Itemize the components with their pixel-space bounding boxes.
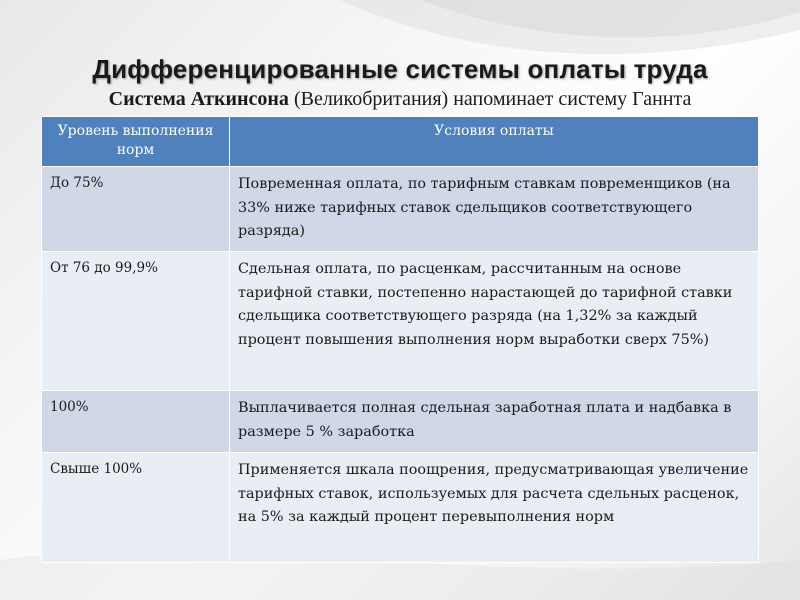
row-condition: Сдельная оплата, по расценкам, рассчитанным на основе тарифной ставки, постепенно нарастающей до тарифной ставки сдельщика соответствующего разряда (на 1,32% за каждый процент повышения выполнения норм выработки сверх 75%) xyxy=(230,252,759,391)
table-row xyxy=(42,453,759,563)
row-level: 100% xyxy=(42,391,230,453)
row-level: Свыше 100% xyxy=(42,453,230,563)
subtitle-description: (Великобритания) напоминает систему Ганнта xyxy=(288,88,692,110)
table-row xyxy=(42,391,759,453)
slide-subtitle xyxy=(0,88,800,111)
header-level: Уровень выполнения норм xyxy=(42,117,230,167)
table-row xyxy=(42,252,759,391)
table-row xyxy=(42,167,759,252)
row-condition: Повременная оплата, по тарифным ставкам повременщиков (на 33% ниже тарифных ставок сдельщиков соответствующего разряда) xyxy=(230,167,759,252)
header-conditions: Условия оплаты xyxy=(230,117,759,167)
row-level: От 76 до 99,9% xyxy=(42,252,230,391)
payment-conditions-table xyxy=(41,116,759,563)
subtitle-system-name: Система Аткинсона xyxy=(108,88,289,110)
row-level: До 75% xyxy=(42,167,230,252)
table-header-row xyxy=(42,117,759,167)
slide-title: Дифференцированные системы оплаты труда xyxy=(92,54,708,84)
row-condition: Выплачивается полная сдельная заработная плата и надбавка в размере 5 % заработка xyxy=(230,391,759,453)
row-condition: Применяется шкала поощрения, предусматривающая увеличение тарифных ставок, используемых для расчета сдельных расценок, на 5% за каждый процент перевыполнения норм xyxy=(230,453,759,563)
